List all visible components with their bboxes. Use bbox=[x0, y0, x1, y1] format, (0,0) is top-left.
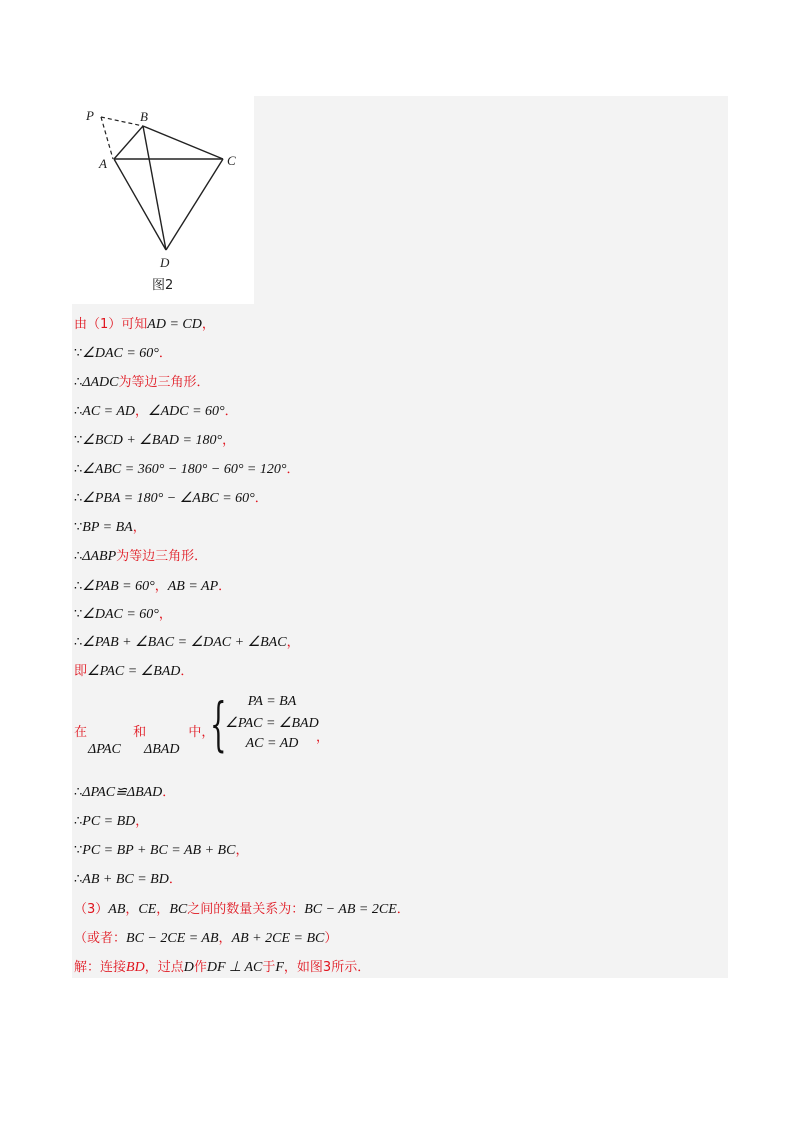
line-math: AC = AD bbox=[82, 404, 136, 419]
therefore-symbol: ∴ bbox=[74, 635, 83, 650]
line-math: ∠DAC = 60° bbox=[82, 346, 159, 361]
line-math-2: ∠ADC = 60° bbox=[148, 404, 225, 419]
seg-ab: AB bbox=[108, 902, 126, 917]
because-symbol: ∵ bbox=[74, 520, 83, 535]
conclusion-line-3 bbox=[74, 842, 248, 860]
congruence-line bbox=[74, 724, 214, 742]
line-math: ∠PAC = ∠BAD bbox=[87, 664, 181, 679]
line-tail: ． bbox=[180, 664, 194, 679]
line-tail: ， bbox=[201, 317, 215, 332]
seg-bc: BC bbox=[169, 902, 188, 917]
therefore-symbol: ∴ bbox=[74, 785, 83, 800]
sol-perp: DF ⊥ AC bbox=[206, 960, 263, 975]
line-math: ΔADC bbox=[82, 375, 119, 390]
line-text: 为等边三角形． bbox=[116, 549, 208, 564]
line-tail: ， bbox=[132, 520, 146, 535]
line-math: ∠ABC = 360° − 180° − 60° = 120° bbox=[82, 462, 287, 477]
alt-relation-1: BC − 2CE = AB bbox=[126, 931, 219, 946]
sol-f: F bbox=[275, 960, 284, 975]
proof-line-1 bbox=[74, 316, 215, 334]
equation-system bbox=[210, 690, 320, 758]
seg-ce: CE bbox=[138, 902, 157, 917]
line-math: ∠PAB = 60° bbox=[82, 579, 155, 594]
part3-relation: BC − AB = 2CE bbox=[304, 902, 397, 917]
proof-line-12 bbox=[74, 634, 300, 652]
therefore-symbol: ∴ bbox=[74, 872, 83, 887]
line-math: ∠DAC = 60° bbox=[82, 607, 159, 622]
line-tail: ， bbox=[222, 433, 236, 448]
line-tail: ． bbox=[218, 579, 232, 594]
sol-d: D bbox=[183, 960, 194, 975]
sol-text-3: 作 bbox=[193, 960, 207, 975]
therefore-symbol: ∴ bbox=[74, 814, 83, 829]
line-mid: ， bbox=[135, 404, 149, 419]
line-tail: ． bbox=[162, 785, 176, 800]
comma-1: ， bbox=[125, 902, 139, 917]
part3-text: 之间的数量关系为： bbox=[187, 902, 305, 917]
line-math: AD = CD bbox=[147, 317, 202, 332]
line-tail: ， bbox=[158, 607, 172, 622]
part3-prefix: （3） bbox=[74, 902, 109, 917]
line-math: ΔPAC≌ΔBAD bbox=[82, 785, 163, 800]
alternative-line bbox=[74, 930, 337, 948]
line-text: 为等边三角形． bbox=[118, 375, 210, 390]
conclusion-line-4 bbox=[74, 871, 182, 889]
segment-cd bbox=[166, 159, 223, 250]
proof-line-6 bbox=[74, 461, 299, 479]
proof-line-7 bbox=[74, 490, 268, 508]
line-math: PC = BP + BC = AB + BC bbox=[82, 843, 236, 858]
segment-ab bbox=[114, 126, 143, 159]
system-tail: ， bbox=[316, 730, 330, 745]
geometry-diagram bbox=[72, 96, 254, 304]
alt-prefix: （或者： bbox=[74, 931, 127, 946]
line-math: ∠PAB + ∠BAC = ∠DAC + ∠BAC bbox=[82, 635, 287, 650]
conclusion-line-1 bbox=[74, 784, 175, 802]
sol-text-5: ，如图3所示． bbox=[283, 960, 371, 975]
label-c: C bbox=[227, 153, 236, 168]
sol-text-4: 于 bbox=[262, 960, 276, 975]
conclusion-line-2 bbox=[74, 813, 148, 831]
dashed-segment-pa bbox=[101, 117, 113, 159]
line-tail: ． bbox=[224, 404, 238, 419]
line-tail: ． bbox=[168, 872, 182, 887]
line-text: 由（1）可知 bbox=[74, 317, 148, 332]
line-math: BP = BA bbox=[82, 520, 133, 535]
system-row-1: PA = BA bbox=[247, 694, 297, 709]
therefore-symbol: ∴ bbox=[74, 549, 83, 564]
proof-line-11 bbox=[74, 606, 172, 624]
figure-2 bbox=[72, 96, 254, 304]
line-tail: ． bbox=[158, 346, 172, 361]
line-tail: ． bbox=[286, 462, 300, 477]
proof-line-13 bbox=[74, 663, 193, 681]
segment-bd bbox=[143, 126, 166, 250]
therefore-symbol: ∴ bbox=[74, 462, 83, 477]
because-symbol: ∵ bbox=[74, 433, 83, 448]
middle-text: 中， bbox=[188, 725, 215, 740]
sol-bd: BD bbox=[126, 960, 145, 975]
alt-suffix: ） bbox=[324, 931, 338, 946]
line-math: ΔABP bbox=[82, 549, 117, 564]
therefore-symbol: ∴ bbox=[74, 579, 83, 594]
because-symbol: ∵ bbox=[74, 607, 83, 622]
line-tail: ， bbox=[235, 843, 249, 858]
proof-line-2 bbox=[74, 345, 172, 363]
proof-line-3 bbox=[74, 374, 210, 392]
therefore-symbol: ∴ bbox=[74, 375, 83, 390]
line-tail: ， bbox=[135, 814, 149, 829]
because-symbol: ∵ bbox=[74, 346, 83, 361]
therefore-symbol: ∴ bbox=[74, 491, 83, 506]
because-symbol: ∵ bbox=[74, 843, 83, 858]
proof-line-9 bbox=[74, 548, 207, 566]
dashed-segment-pb bbox=[101, 117, 143, 126]
sol-text-1: 解：连接 bbox=[74, 960, 127, 975]
brace: { bbox=[210, 690, 227, 758]
triangle-pac: ΔPAC bbox=[88, 742, 121, 757]
line-math: PC = BD bbox=[82, 814, 136, 829]
comma-2: ， bbox=[156, 902, 170, 917]
line-tail: ． bbox=[254, 491, 268, 506]
part3-line bbox=[74, 901, 410, 919]
solution-line bbox=[74, 959, 370, 977]
and-text: 和 bbox=[133, 725, 147, 740]
alt-sep: ， bbox=[218, 931, 232, 946]
in-text: 在 bbox=[74, 725, 88, 740]
proof-line-5 bbox=[74, 432, 235, 450]
part3-tail: ． bbox=[396, 902, 410, 917]
line-math-2: AB = AP bbox=[167, 579, 219, 594]
line-tail: ， bbox=[286, 635, 300, 650]
proof-line-10 bbox=[74, 578, 231, 596]
line-text: 即 bbox=[74, 664, 88, 679]
proof-line-4 bbox=[74, 403, 238, 421]
label-b: B bbox=[140, 109, 148, 124]
line-math: ∠BCD + ∠BAD = 180° bbox=[82, 433, 223, 448]
label-a: A bbox=[99, 156, 107, 171]
system-row-3: AC = AD bbox=[245, 736, 299, 751]
alt-relation-2: AB + 2CE = BC bbox=[231, 931, 325, 946]
sol-text-2: ，过点 bbox=[144, 960, 184, 975]
therefore-symbol: ∴ bbox=[74, 404, 83, 419]
line-math: ∠PBA = 180° − ∠ABC = 60° bbox=[82, 491, 255, 506]
label-p: P bbox=[86, 108, 94, 123]
figure-caption: 图2 bbox=[152, 278, 174, 293]
proof-line-8 bbox=[74, 519, 146, 537]
system-row-2: ∠PAC = ∠BAD bbox=[225, 716, 319, 731]
line-math: AB + BC = BD bbox=[82, 872, 169, 887]
line-mid: ， bbox=[154, 579, 168, 594]
label-d: D bbox=[160, 255, 170, 270]
segment-bc bbox=[143, 126, 223, 159]
triangle-bad: ΔBAD bbox=[144, 742, 180, 757]
